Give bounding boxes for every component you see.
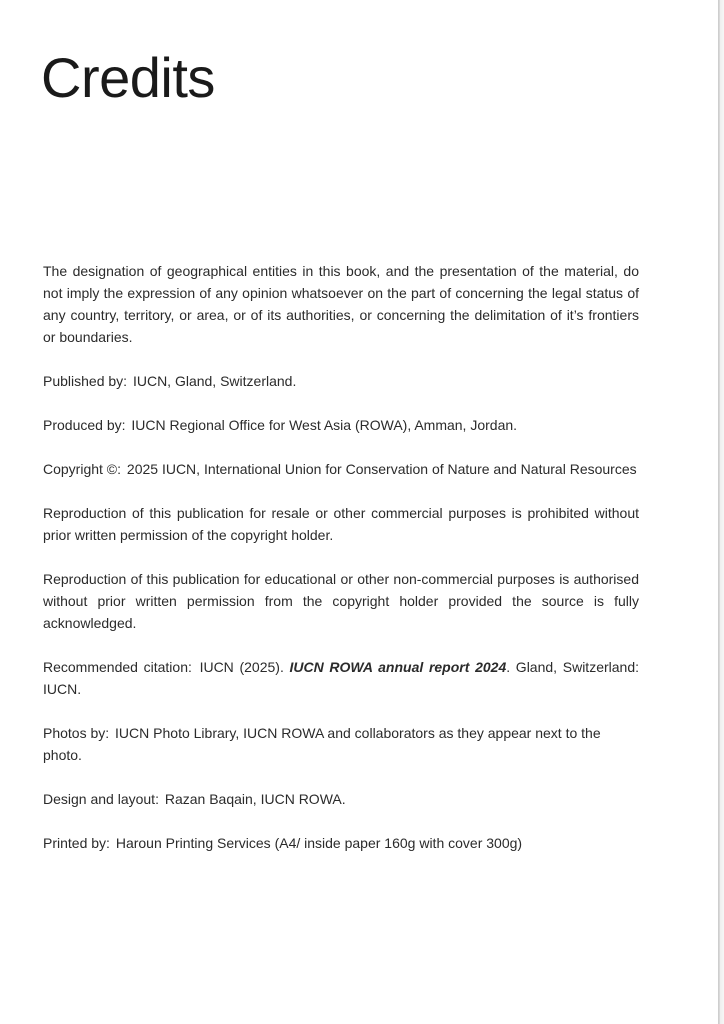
citation-prefix: IUCN (2025).	[199, 659, 284, 675]
published-value: IUCN, Gland, Switzerland.	[132, 373, 297, 389]
design-label: Design and layout:	[43, 791, 159, 807]
copyright-label: Copyright ©:	[43, 461, 122, 477]
citation-suffix: . Gland, Switzerland: IUCN.	[43, 659, 639, 697]
photos-value: IUCN Photo Library, IUCN ROWA and collaborators as they appear next to the photo.	[43, 725, 601, 763]
printed-value: Haroun Printing Services (A4/ inside paper 160g with cover 300g)	[115, 835, 523, 851]
printed-line	[43, 832, 639, 854]
design-value: Razan Baqain, IUCN ROWA.	[164, 791, 346, 807]
produced-label: Produced by:	[43, 417, 126, 433]
citation-title: IUCN ROWA annual report 2024	[289, 659, 507, 675]
page-edge-divider	[718, 0, 724, 1024]
disclaimer-paragraph: The designation of geographical entities in this book, and the presentation of the material, do not imply the expression of any opinion whatsoever on the part of concerning the legal status of any country, territory, or area, or of its authorities, or concerning the delimitation of it’s frontiers or boundaries.	[43, 263, 639, 345]
credits-body	[43, 260, 639, 876]
citation-label: Recommended citation:	[43, 659, 192, 675]
design-line	[43, 788, 639, 810]
published-line	[43, 370, 639, 392]
photos-label: Photos by:	[43, 725, 110, 741]
produced-line	[43, 414, 639, 436]
reproduction-educational-paragraph: Reproduction of this publication for educational or other non-commercial purposes is authorised without prior written permission from the copyright holder provided the source is fully acknowledged.	[43, 571, 639, 631]
published-label: Published by:	[43, 373, 128, 389]
copyright-line	[43, 458, 639, 480]
reproduction-commercial-paragraph: Reproduction of this publication for resale or other commercial purposes is prohibited without prior written permission of the copyright holder.	[43, 505, 639, 543]
produced-value: IUCN Regional Office for West Asia (ROWA), Amman, Jordan.	[131, 417, 518, 433]
photos-line	[43, 722, 639, 766]
citation-paragraph	[43, 656, 639, 700]
printed-label: Printed by:	[43, 835, 110, 851]
page-title: Credits	[41, 46, 215, 109]
copyright-value: 2025 IUCN, International Union for Conservation of Nature and Natural Resources	[126, 461, 637, 477]
